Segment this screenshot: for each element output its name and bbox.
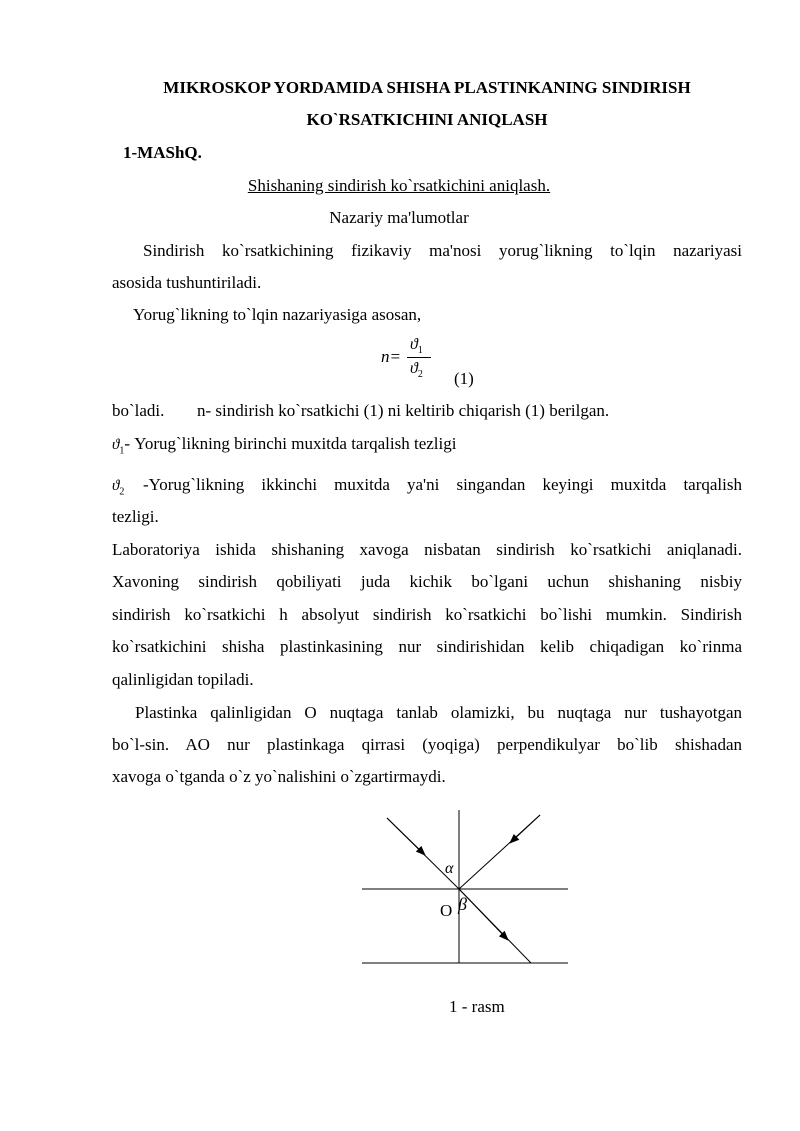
figure-caption: 1 - rasm xyxy=(449,997,505,1016)
point-o-label: O xyxy=(440,901,453,920)
title-line-2: KO`RSATKICHINI ANIQLASH xyxy=(306,110,548,129)
formula-num-sub: 1 xyxy=(417,345,423,357)
para4-line5: qalinligidan topiladi. xyxy=(112,670,254,689)
def2-line2: tezligi. xyxy=(112,507,159,526)
reflected-ray-arrow xyxy=(510,815,540,843)
formula-lhs: n= xyxy=(381,347,401,366)
para4-line4: ko`rsatkichini shisha plastinkasining nur sindirishidan kelib chiqadigan ko`rinma xyxy=(112,637,742,656)
para3-lead: bo`ladi. xyxy=(112,401,165,420)
para5-line1: Plastinka qalinligidan O nuqtaga tanlab olamizki, bu nuqtaga nur tushayotgan xyxy=(135,703,742,722)
formula-den-sub: 2 xyxy=(417,369,423,381)
para5-line3: xavoga o`tganda o`z yo`nalishini o`zgartirmaydi. xyxy=(112,767,446,786)
def1-text: - Yorug`likning birinchi muxitda tarqalish tezligi xyxy=(124,434,457,453)
para4-line2: Xavoning sindirish qobiliyati juda kichik bo`lgani uchun shishaning nisbiy xyxy=(112,572,742,591)
para5-line2: bo`l-sin. AO nur plastinkaga qirrasi (yoqiga) perpendikulyar bo`lib shishadan xyxy=(112,735,742,754)
alpha-label: α xyxy=(445,860,454,877)
formula-den-symbol: ϑ xyxy=(410,360,418,377)
para4-line3: sindirish ko`rsatkichi h absolyut sindirish ko`rsatkichi bo`lishi mumkin. Sindirish xyxy=(112,605,742,624)
def1-symbol: ϑ xyxy=(112,437,120,453)
title-line-1: MIKROSKOP YORDAMIDA SHISHA PLASTINKANING SINDIRISH xyxy=(163,78,691,97)
def2-line1: -Yorug`likning ikkinchi muxitda ya'ni singandan keyingi muxitda tarqalish xyxy=(143,475,742,494)
def1-sub: 1 xyxy=(119,445,125,457)
para2: Yorug`likning to`lqin nazariyasiga asosan, xyxy=(133,305,422,324)
formula-num-symbol: ϑ xyxy=(410,336,418,353)
section-heading-text: Nazariy ma'lumotlar xyxy=(329,208,469,227)
para1-line2: asosida tushuntiriladi. xyxy=(112,273,262,292)
def2-sub: 2 xyxy=(119,486,125,498)
para4-line1: Laboratoriya ishida shishaning xavoga nisbatan sindirish ko`rsatkichi aniqlanadi. xyxy=(112,540,742,559)
para3-rest: n- sindirish ko`rsatkichi (1) ni keltirib chiqarish (1) berilgan. xyxy=(197,401,610,420)
exercise-label: 1-MAShQ. xyxy=(123,143,202,162)
subtitle-text: Shishaning sindirish ko`rsatkichini aniqlash. xyxy=(247,176,551,195)
incident-ray-arrow xyxy=(387,818,425,855)
para1-line1: Sindirish ko`rsatkichining fizikaviy ma'nosi yorug`likning to`lqin nazariyasi xyxy=(143,241,742,260)
formula-number: (1) xyxy=(454,369,474,388)
beta-label: β xyxy=(458,894,467,914)
def2-symbol: ϑ xyxy=(112,478,120,494)
